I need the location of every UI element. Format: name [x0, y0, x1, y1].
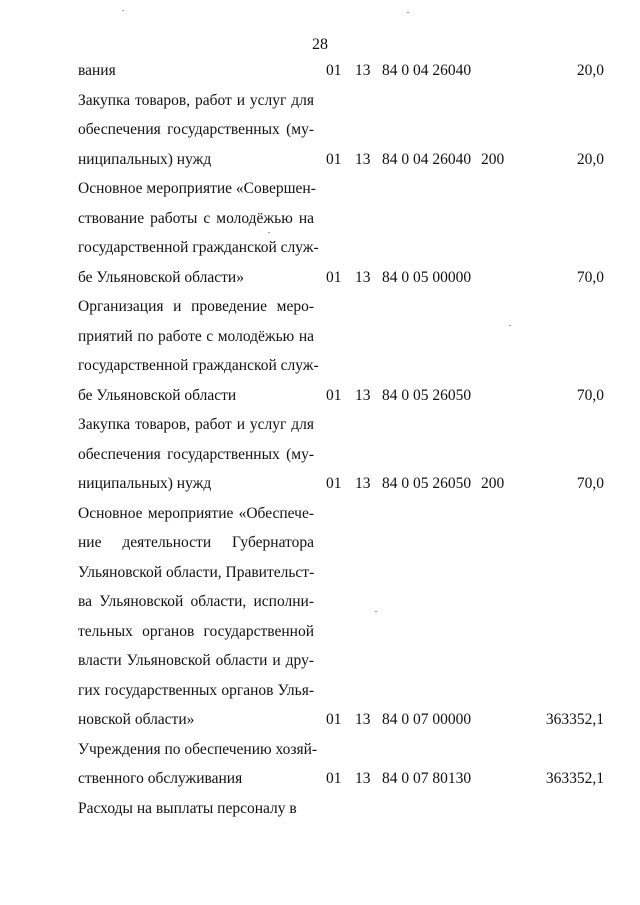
row-description-line: ствование работы с молодёжью на: [78, 209, 314, 227]
row-description-line: гих государственных органов Улья-: [78, 681, 314, 699]
amount: 70,0: [576, 475, 604, 492]
target-article-code: 84 0 05 26050: [382, 386, 472, 404]
row-description-line: ниципальных) нужд: [78, 150, 212, 168]
amount: 20,0: [576, 62, 604, 79]
section-code: 01: [326, 711, 342, 728]
row-description-line: вания: [78, 62, 116, 79]
row-description-line: Учреждения по обеспечению хозяй-: [78, 740, 318, 758]
subsection-code: 13: [355, 475, 371, 492]
amount: 70,0: [576, 268, 604, 286]
amount: [510, 799, 604, 819]
subsection-code: 13: [355, 62, 371, 79]
row-description-line: новской области»: [78, 711, 195, 728]
subsection-code: 13: [355, 711, 371, 728]
row-description-line: приятий по работе с молодёжью на: [78, 327, 314, 345]
row-description-line: Закупка товаров, работ и услуг для: [78, 91, 314, 109]
row-description-line: государственной гражданской служ-: [78, 357, 319, 374]
amount: 363352,1: [545, 711, 604, 728]
page-number: 28: [312, 36, 328, 53]
row-description-line: бе Ульяновской области: [78, 386, 237, 404]
row-description-line: Расходы на выплаты персоналу в: [78, 799, 297, 817]
row-description-line: ва Ульяновской области, исполни-: [78, 593, 314, 610]
row-description-line: тельных органов государственной: [78, 622, 314, 640]
scan-speck: [509, 325, 511, 326]
target-article-code: 84 0 04 26040: [382, 150, 472, 168]
target-article-code: 84 0 05 26050: [382, 475, 472, 492]
expense-type-code: 200: [481, 475, 505, 492]
row-description-line: Ульяновской области, Правительст-: [78, 563, 315, 581]
subsection-code: 13: [355, 268, 371, 286]
target-article-code: 84 0 07 00000: [382, 711, 472, 728]
scan-speck: [268, 232, 270, 233]
row-description-line: обеспечения государственных (му-: [78, 445, 314, 463]
subsection-code: 13: [355, 386, 371, 404]
scan-speck: [407, 12, 409, 13]
row-description-line: власти Ульяновской области и дру-: [78, 652, 314, 669]
row-description-line: ниципальных) нужд: [78, 475, 212, 492]
amount: 20,0: [576, 150, 604, 168]
section-code: 01: [326, 475, 342, 492]
target-article-code: 84 0 05 00000: [382, 268, 472, 286]
row-description-line: государственной гражданской служ-: [78, 239, 319, 256]
section-code: 01: [326, 386, 342, 404]
row-description-line: ние деятельности Губернатора: [78, 534, 314, 551]
section-code: 01: [326, 770, 342, 787]
subsection-code: 13: [355, 770, 371, 787]
row-description-line: Закупка товаров, работ и услуг для: [78, 416, 314, 433]
scan-speck: [122, 10, 124, 11]
section-code: 01: [326, 150, 342, 168]
row-description-line: обеспечения государственных (му-: [78, 121, 314, 138]
section-code: 01: [326, 62, 342, 79]
amount: 363352,1: [545, 770, 604, 787]
scan-speck: [375, 611, 377, 612]
target-article-code: 84 0 04 26040: [382, 62, 472, 79]
subsection-code: 13: [355, 150, 371, 168]
target-article-code: 84 0 07 80130: [382, 770, 472, 787]
row-description-line: Организация и проведение меро-: [78, 298, 314, 315]
row-description-line: бе Ульяновской области»: [78, 268, 244, 286]
row-description-line: ственного обслуживания: [78, 770, 243, 787]
amount: 70,0: [576, 386, 604, 404]
row-description-line: Основное мероприятие «Совершен-: [78, 180, 316, 197]
expense-type-code: 200: [481, 150, 505, 168]
row-description-line: Основное мероприятие «Обеспече-: [78, 504, 314, 522]
section-code: 01: [326, 268, 342, 286]
